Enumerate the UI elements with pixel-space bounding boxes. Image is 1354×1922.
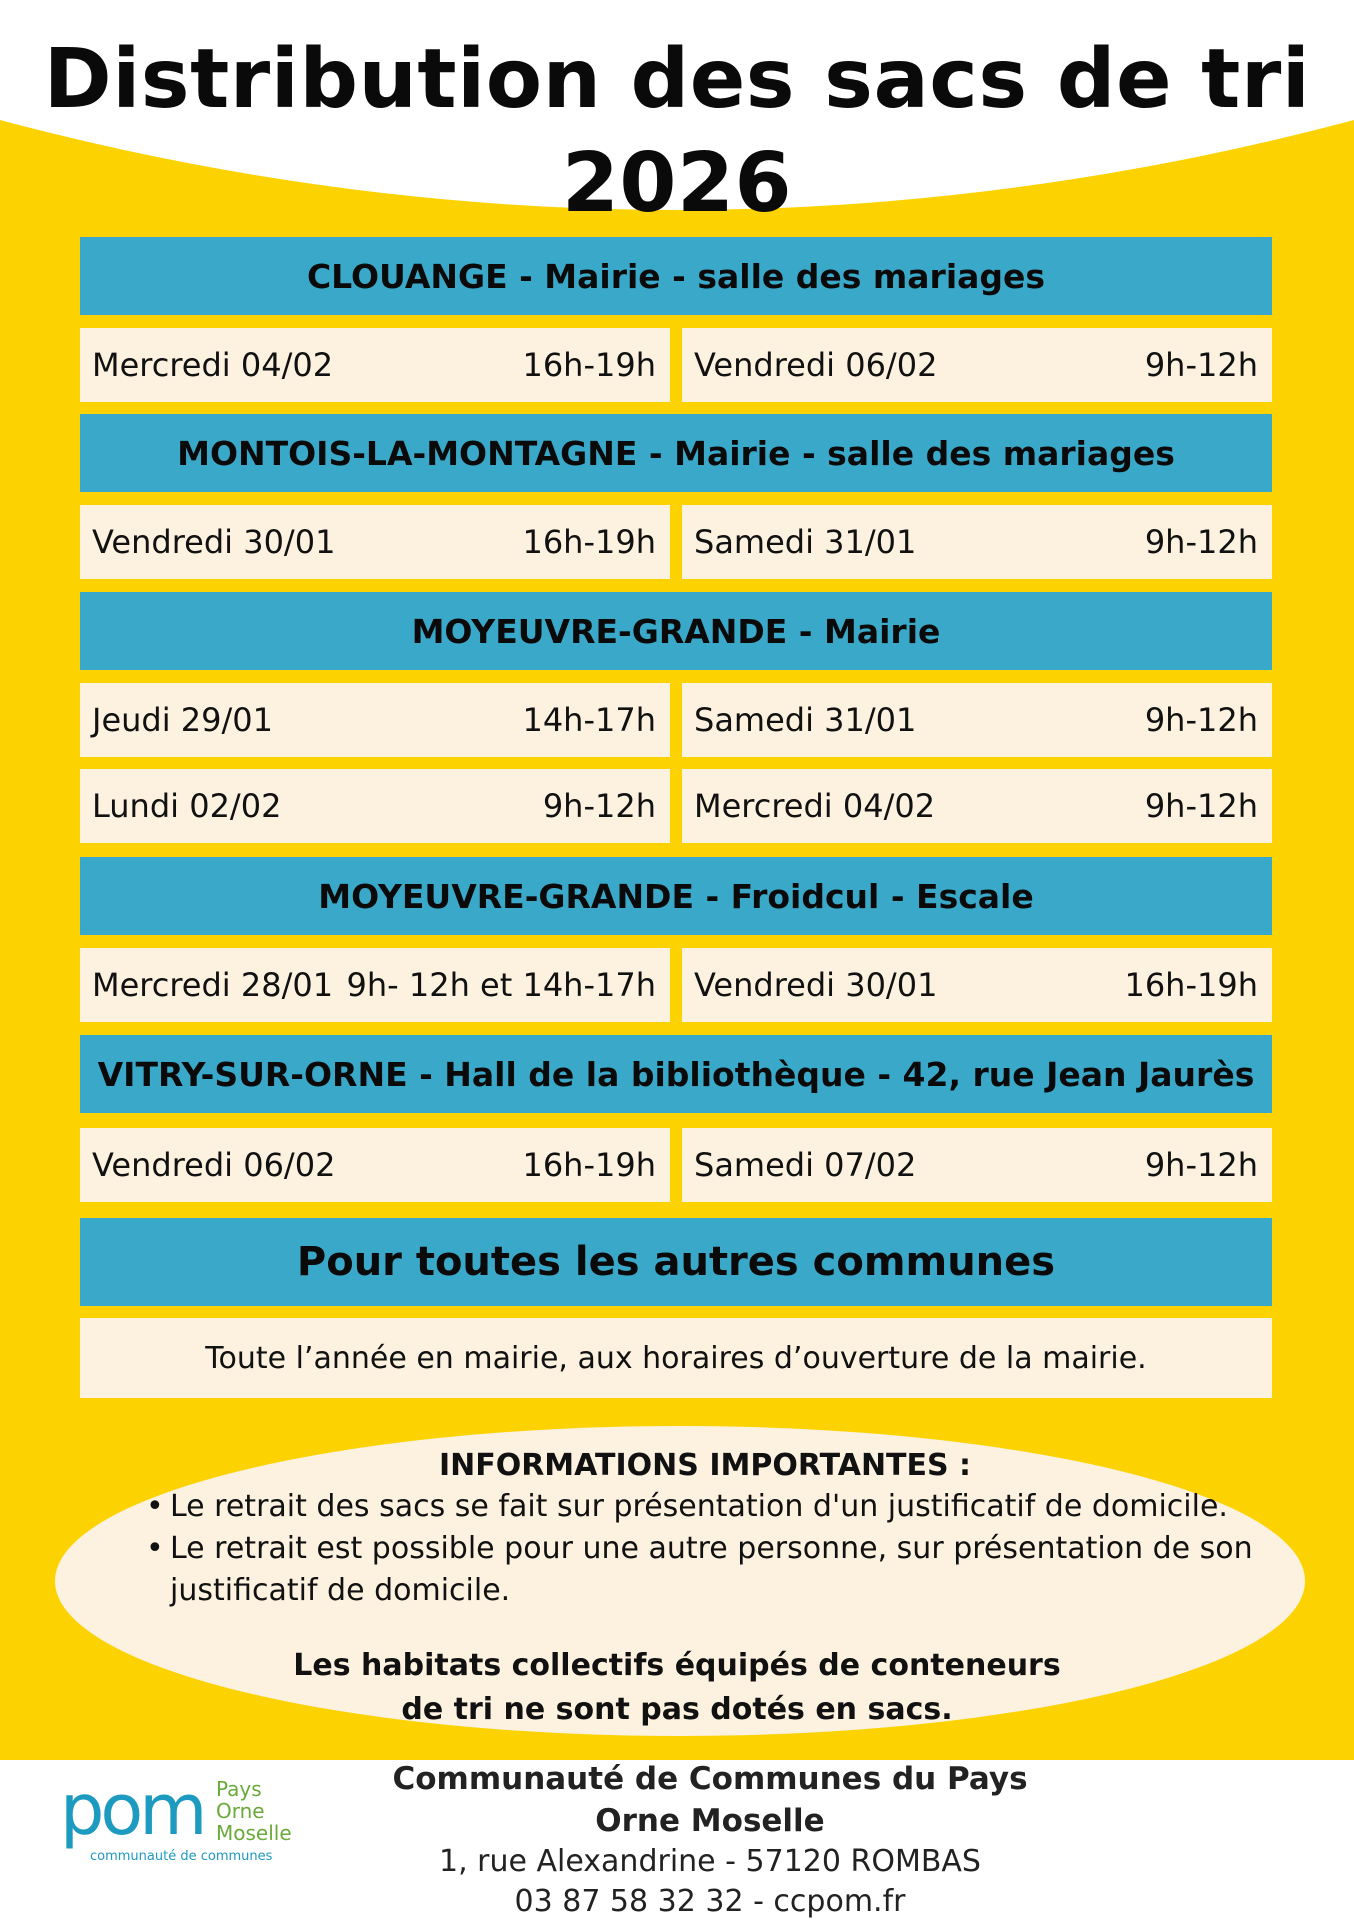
schedule-day: Jeudi 29/01 — [92, 701, 273, 739]
section-header-montois: MONTOIS-LA-MONTAGNE - Mairie - salle des mariages — [80, 414, 1272, 492]
collective-housing-note — [150, 1644, 1204, 1732]
schedule-time: 16h-19h — [522, 523, 656, 561]
info-item — [140, 1528, 1270, 1612]
logo-word-moselle: Moselle — [216, 1821, 292, 1845]
schedule-cell — [682, 683, 1272, 757]
organization-contact: 03 87 58 32 32 - ccpom.fr — [514, 1884, 906, 1919]
others-text: Toute l’année en mairie, aux horaires d’ouverture de la mairie. — [80, 1318, 1272, 1398]
bullet-icon: • — [146, 1489, 164, 1524]
logo-mark: pom — [60, 1769, 204, 1851]
schedule-cell — [682, 769, 1272, 843]
schedule-cell — [80, 769, 670, 843]
schedule-day: Samedi 31/01 — [694, 701, 917, 739]
schedule-day: Vendredi 30/01 — [694, 966, 938, 1004]
schedule-time: 16h-19h — [1124, 966, 1258, 1004]
organization-info — [360, 1758, 1060, 1922]
schedule-time: 9h-12h — [1144, 701, 1258, 739]
section-header-vitry: VITRY-SUR-ORNE - Hall de la bibliothèque - 42, rue Jean Jaurès — [80, 1035, 1272, 1113]
schedule-cell — [682, 505, 1272, 579]
organization-address: 1, rue Alexandrine - 57120 ROMBAS — [439, 1844, 981, 1879]
schedule-cell — [682, 948, 1272, 1022]
section-header-others: Pour toutes les autres communes — [80, 1218, 1272, 1306]
schedule-cell — [80, 328, 670, 402]
schedule-time: 14h-17h — [522, 701, 656, 739]
schedule-day: Mercredi 28/01 — [92, 966, 334, 1004]
schedule-time: 9h-12h — [1144, 346, 1258, 384]
schedule-cell — [80, 505, 670, 579]
schedule-day: Vendredi 06/02 — [92, 1146, 336, 1184]
schedule-day: Mercredi 04/02 — [694, 787, 936, 825]
info-list — [140, 1486, 1270, 1612]
info-item-text: Le retrait est possible pour une autre personne, sur présentation de son justificatif de domicile. — [170, 1531, 1253, 1608]
schedule-cell — [80, 948, 670, 1022]
bullet-icon: • — [146, 1531, 164, 1566]
info-title: INFORMATIONS IMPORTANTES : — [438, 1448, 972, 1483]
schedule-time: 9h-12h — [1144, 523, 1258, 561]
schedule-day: Lundi 02/02 — [92, 787, 282, 825]
schedule-cell — [682, 328, 1272, 402]
schedule-time: 16h-19h — [522, 346, 656, 384]
schedule-cell — [80, 1128, 670, 1202]
logo-tagline: communauté de communes — [90, 1849, 273, 1864]
schedule-day: Vendredi 06/02 — [694, 346, 938, 384]
important-info — [140, 1446, 1270, 1612]
schedule-day: Samedi 07/02 — [694, 1146, 917, 1184]
schedule-day: Vendredi 30/01 — [92, 523, 336, 561]
info-item — [140, 1486, 1270, 1528]
note-line-1: Les habitats collectifs équipés de conteneurs — [293, 1648, 1061, 1683]
schedule-time: 9h-12h — [1144, 787, 1258, 825]
organization-name: Communauté de Communes du Pays Orne Moselle — [392, 1761, 1028, 1839]
section-header-clouange: CLOUANGE - Mairie - salle des mariages — [80, 237, 1272, 315]
schedule-day: Mercredi 04/02 — [92, 346, 334, 384]
schedule-cell — [682, 1128, 1272, 1202]
ccpom-logo — [60, 1768, 320, 1868]
schedule-time: 16h-19h — [522, 1146, 656, 1184]
page-title — [0, 28, 1354, 236]
schedule-time: 9h-12h — [542, 787, 656, 825]
schedule-time: 9h-12h — [1144, 1146, 1258, 1184]
schedule-cell — [80, 683, 670, 757]
logo-word-pays: Pays — [216, 1777, 262, 1801]
note-line-2: de tri ne sont pas dotés en sacs. — [401, 1692, 953, 1727]
section-header-moyeuvre-mairie: MOYEUVRE-GRANDE - Mairie — [80, 592, 1272, 670]
section-header-moyeuvre-froidcul: MOYEUVRE-GRANDE - Froidcul - Escale — [80, 857, 1272, 935]
logo-word-orne: Orne — [216, 1799, 265, 1823]
schedule-day: Samedi 31/01 — [694, 523, 917, 561]
info-item-text: Le retrait des sacs se fait sur présentation d'un justificatif de domicile. — [170, 1489, 1228, 1524]
schedule-time: 9h- 12h et 14h-17h — [346, 966, 656, 1004]
title-line-2: 2026 — [561, 136, 793, 231]
title-line-1: Distribution des sacs de tri — [43, 32, 1311, 127]
